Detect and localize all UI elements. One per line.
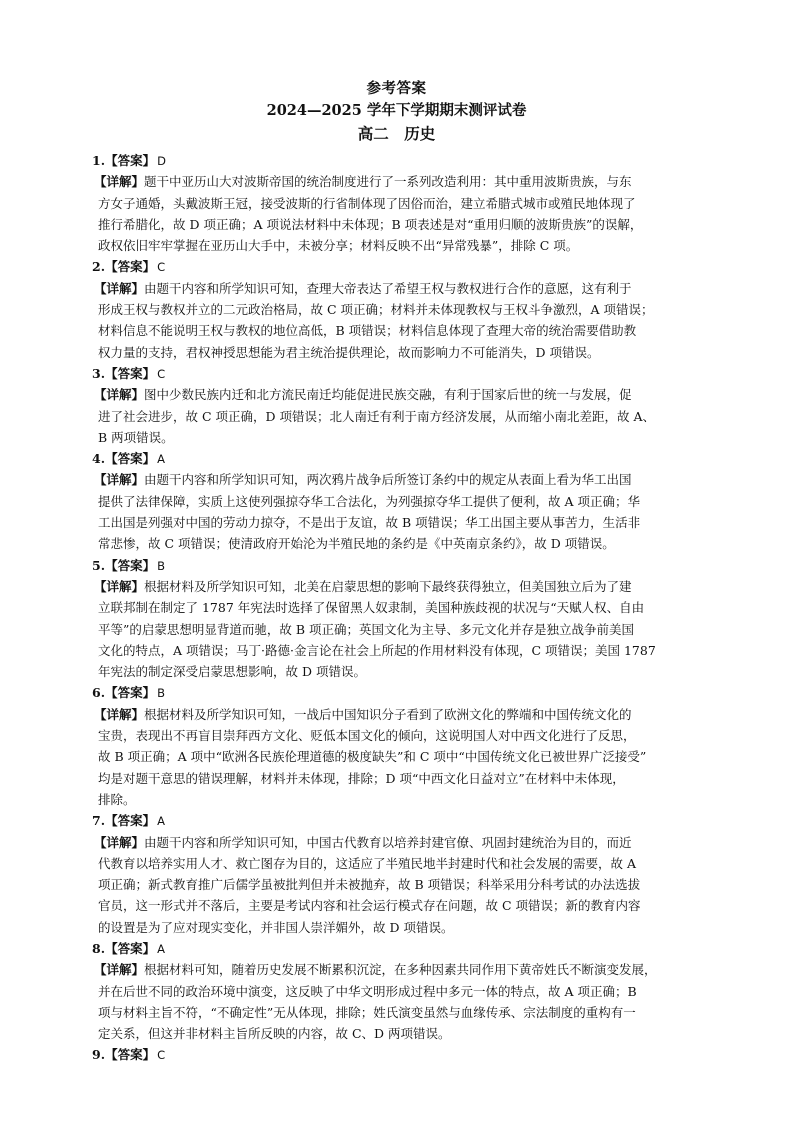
detail-line	[92, 278, 708, 299]
detail-line	[92, 1023, 708, 1044]
detail-text: 工出国是列强对中国的劳动力掠夺，不是出于友谊，故 B 项错误；华工出国主要从事苦力，生活非	[98, 515, 641, 531]
question-number: 3.	[92, 365, 106, 381]
detail-line	[92, 725, 708, 746]
answer-letter: D	[157, 154, 166, 168]
answer-letter: C	[157, 366, 166, 381]
detail-text: 常悲惨，故 C 项错误；使清政府开始沦为半殖民地的条约是《中英南京条约》，故 D 项错误。	[98, 536, 615, 552]
detail-text: 由题干内容和所学知识可知，中国古代教育以培养封建官僚、巩固封建统治为目的，而近	[144, 834, 632, 850]
detail-line	[92, 981, 708, 1002]
detail-explanation	[92, 576, 708, 682]
detail-label: 【详解】	[94, 472, 145, 488]
detail-explanation	[92, 704, 708, 810]
detail-explanation	[92, 832, 708, 938]
page-title: 参考答案	[366, 80, 427, 97]
detail-line	[92, 491, 708, 512]
detail-explanation	[92, 469, 708, 554]
detail-text: 立联邦制在制定了 1787 年宪法时选择了保留黑人奴隶制，美国种族歧视的状况与“天赋人权、自由	[98, 600, 645, 616]
detail-text: 推行希腊化，故 D 项正确；A 项说法材料中未体现；B 项表述是对“重用归顺的波斯贵族”的误解，	[98, 216, 643, 232]
detail-text: 提供了法律保障，实质上这使列强掠夺华工合法化，为列强掠夺华工提供了便利，故 A 项正确；华	[98, 493, 640, 509]
detail-text: 材料信息不能说明王权与教权的地位高低，B 项错误；材料信息体现了查理大帝的统治需要借助教	[98, 323, 637, 339]
detail-line	[92, 619, 708, 640]
detail-text: 题干中亚历山大对波斯帝国的统治制度进行了一系列改造利用：其中重用波斯贵族，与东	[144, 174, 632, 190]
detail-line	[92, 427, 708, 448]
detail-text: 的设置是为了应对现实变化，并非国人崇洋媚外，故 D 项错误。	[98, 919, 454, 935]
detail-explanation	[92, 384, 708, 448]
detail-label: 【详解】	[94, 834, 145, 850]
answer-label: 【答案】	[105, 813, 156, 829]
detail-text: 进了社会进步，故 C 项正确，D 项错误；北人南迁有利于南方经济发展，从而缩小南北差距，故 A、	[98, 408, 656, 424]
detail-text: 根据材料及所学知识可知，一战后中国知识分子看到了欧洲文化的弊端和中国传统文化的	[144, 706, 632, 722]
detail-explanation	[92, 278, 708, 363]
detail-label: 【详解】	[94, 387, 145, 403]
answer-list	[92, 150, 708, 1066]
detail-line	[92, 469, 708, 490]
detail-line	[92, 832, 708, 853]
answer-line	[92, 938, 708, 959]
detail-text: B 两项错误。	[98, 429, 174, 445]
detail-line	[92, 576, 708, 597]
answer-line	[92, 448, 708, 469]
detail-line	[92, 299, 708, 320]
detail-label: 【详解】	[94, 962, 145, 978]
question-number: 8.	[92, 940, 106, 956]
detail-text: 排除。	[98, 791, 136, 807]
answer-line	[92, 150, 708, 171]
answer-line	[92, 1044, 708, 1065]
answer-letter: C	[157, 1048, 166, 1063]
detail-line	[92, 959, 708, 980]
detail-text: 由题干内容和所学知识可知，查理大帝表达了希望王权与教权进行合作的意愿，这有利于	[144, 280, 632, 296]
detail-text: 官员，这一形式并不落后，主要是考试内容和社会运行模式存在问题，故 C 项错误；新的教育内容	[98, 898, 641, 914]
detail-line	[92, 853, 708, 874]
detail-text: 故 B 项正确；A 项中“欧洲各民族伦理道德的极度缺失”和 C 项中“中国传统文化已被世界广泛接受”	[98, 749, 647, 765]
answer-label: 【答案】	[105, 1047, 156, 1063]
detail-text: 形成王权与教权并立的二元政治格局，故 C 项正确；材料并未体现教权与王权斗争激烈，A 项错误；	[98, 302, 654, 318]
question-block	[92, 150, 708, 256]
detail-line	[92, 597, 708, 618]
header	[0, 78, 793, 146]
question-block	[92, 256, 708, 362]
question-number: 9.	[92, 1047, 106, 1063]
detail-text: 平等”的启蒙思想明显背道而驰，故 B 项正确；英国文化为主导、多元文化并存是独立战争前美国	[98, 621, 635, 637]
question-block	[92, 448, 708, 554]
detail-text: 项正确；新式教育推广后儒学虽被批判但并未被抛弃，故 B 项错误；科举采用分科考试的办法选拔	[98, 877, 641, 893]
answer-label: 【答案】	[105, 153, 156, 168]
detail-explanation	[92, 959, 708, 1044]
detail-line	[92, 746, 708, 767]
detail-text: 项与材料主旨不符，“不确定性”无从体现，排除；姓氏演变虽然与血缘传承、宗法制度的重构有一	[98, 1004, 636, 1020]
detail-label: 【详解】	[94, 706, 145, 722]
answer-label: 【答案】	[105, 685, 156, 701]
detail-text: 根据材料及所学知识可知，北美在启蒙思想的影响下最终获得独立，但美国独立后为了建	[144, 578, 632, 594]
detail-line	[92, 768, 708, 789]
detail-text: 文化的特点，A 项错误；马丁·路德·金言论在社会上所起的作用材料没有体现，C 项错误；美国 1787	[98, 642, 656, 658]
answer-line	[92, 555, 708, 576]
answer-letter: C	[157, 260, 166, 275]
detail-text: 定关系，但这并非材料主旨所反映的内容，故 C、D 两项错误。	[98, 1026, 451, 1042]
answer-label: 【答案】	[105, 940, 156, 956]
detail-line	[92, 704, 708, 725]
detail-line	[92, 895, 708, 916]
detail-line	[92, 533, 708, 554]
answer-label: 【答案】	[105, 557, 156, 573]
answer-letter: A	[157, 941, 165, 956]
question-block	[92, 1044, 708, 1065]
answer-letter: A	[157, 452, 165, 467]
detail-line	[92, 512, 708, 533]
answer-letter: B	[157, 686, 165, 701]
detail-line	[92, 640, 708, 661]
question-number: 2.	[92, 259, 106, 275]
detail-line	[92, 193, 708, 214]
detail-label: 【详解】	[94, 578, 145, 594]
question-block	[92, 682, 708, 810]
detail-line	[92, 214, 708, 235]
detail-text: 方女子通婚，头戴波斯王冠，接受波斯的行省制体现了因俗而治，建立希腊式城市或殖民地体现了	[98, 195, 636, 211]
question-block	[92, 810, 708, 938]
detail-line	[92, 171, 708, 192]
question-number: 7.	[92, 813, 106, 829]
question-number: 5.	[92, 557, 106, 573]
answer-label: 【答案】	[105, 451, 156, 467]
question-block	[92, 363, 708, 448]
exam-title: 2024—2025 学年下学期期末测评试卷	[266, 102, 527, 119]
detail-text: 年宪法的制定深受启蒙思想影响，故 D 项错误。	[98, 664, 366, 680]
subject-title: 高二 历史	[357, 124, 436, 143]
answer-line	[92, 256, 708, 277]
detail-explanation	[92, 171, 708, 256]
detail-text: 图中少数民族内迁和北方流民南迁均能促进民族交融，有利于国家后世的统一与发展，促	[144, 387, 632, 403]
answer-line	[92, 682, 708, 703]
detail-text: 政权依旧牢牢掌握在亚历山大手中，未被分享；材料反映不出“异常残暴”，排除 C 项。	[98, 238, 579, 254]
detail-line	[92, 661, 708, 682]
detail-text: 根据材料可知，随着历史发展不断累积沉淀，在多种因素共同作用下黄帝姓氏不断演变发展，	[144, 962, 657, 978]
answer-letter: A	[157, 814, 165, 829]
answer-label: 【答案】	[105, 365, 156, 381]
answer-line	[92, 810, 708, 831]
detail-line	[92, 874, 708, 895]
detail-text: 并在后世不同的政治环境中演变，这反映了中华文明形成过程中多元一体的特点，故 A 项正确；B	[98, 983, 637, 999]
detail-text: 由题干内容和所学知识可知，两次鸦片战争后所签订条约中的规定从表面上看为华工出国	[144, 472, 632, 488]
detail-line	[92, 384, 708, 405]
question-number: 1.	[92, 153, 106, 168]
detail-text: 代教育以培养实用人才、救亡图存为目的，这适应了半殖民地半封建时代和社会发展的需要，故 A	[98, 855, 637, 871]
answer-letter: B	[157, 558, 165, 573]
detail-line	[92, 789, 708, 810]
answer-line	[92, 363, 708, 384]
detail-line	[92, 342, 708, 363]
answer-label: 【答案】	[105, 259, 156, 275]
detail-text: 权力量的支持，君权神授思想能为君主统治提供理论，故而影响力不可能消失，D 项错误。	[98, 344, 600, 360]
detail-line	[92, 917, 708, 938]
detail-line	[92, 320, 708, 341]
detail-line	[92, 235, 708, 256]
detail-text: 均是对题干意思的错误理解，材料并未体现，排除；D 项“中西文化日益对立”在材料中未体现，	[98, 770, 625, 786]
question-number: 4.	[92, 451, 106, 467]
question-number: 6.	[92, 685, 106, 701]
detail-line	[92, 406, 708, 427]
detail-label: 【详解】	[94, 174, 145, 190]
question-block	[92, 938, 708, 1044]
question-block	[92, 555, 708, 683]
detail-line	[92, 1002, 708, 1023]
detail-label: 【详解】	[94, 280, 145, 296]
detail-text: 宝贵，表现出不再盲目崇拜西方文化、贬低本国文化的倾向，这说明国人对中西文化进行了反思，	[98, 728, 636, 744]
